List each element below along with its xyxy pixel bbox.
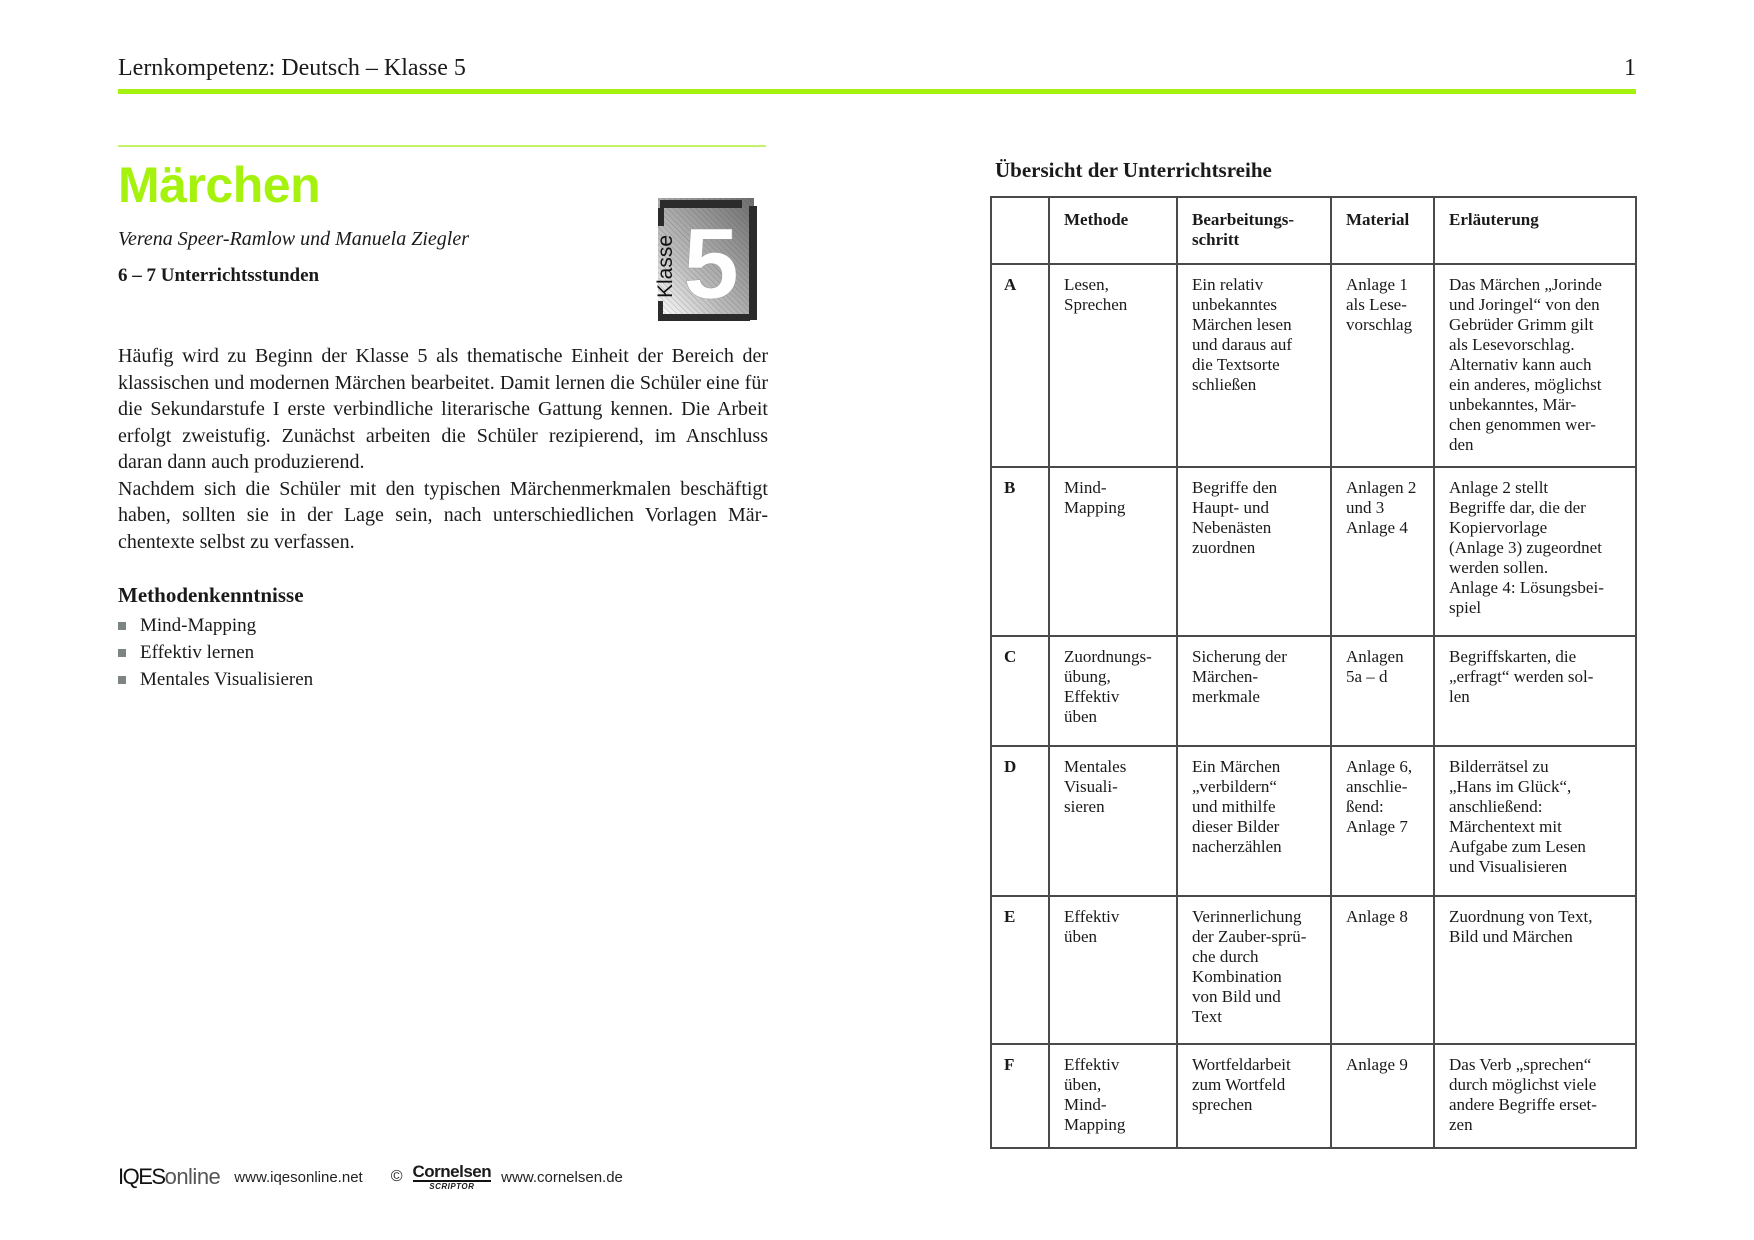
cornelsen-url-link[interactable]: www.cornelsen.de bbox=[501, 1168, 623, 1186]
cornelsen-logo-main: Cornelsen bbox=[412, 1162, 492, 1181]
overview-table bbox=[990, 196, 1637, 1149]
cell-text-line: len bbox=[1449, 687, 1470, 706]
cell-text-line: F bbox=[1004, 1055, 1015, 1074]
column-header-erlaeuterung bbox=[1434, 197, 1636, 264]
cell-text-line: Sprechen bbox=[1064, 295, 1128, 314]
cell-text-line: unbekanntes bbox=[1192, 295, 1277, 314]
running-header bbox=[118, 55, 1636, 82]
cell-text-line: Sicherung der bbox=[1192, 647, 1287, 666]
badge-label: Klasse bbox=[654, 234, 677, 298]
cornelsen-logo bbox=[413, 1163, 492, 1191]
cell-text-line: Anlage 6, bbox=[1346, 757, 1413, 776]
cell-text-line: Märchen- bbox=[1192, 667, 1259, 686]
cell-methode bbox=[1049, 1044, 1177, 1148]
lesson-count: 6 – 7 Unterrichtsstunden bbox=[118, 265, 320, 286]
cell-text-line: Märchen lesen bbox=[1192, 315, 1292, 334]
cell-erlaeuterung bbox=[1434, 467, 1636, 636]
cell-material bbox=[1331, 1044, 1434, 1148]
header-rule bbox=[118, 89, 1636, 94]
cell-material bbox=[1331, 264, 1434, 467]
cell-text-line: Haupt- und bbox=[1192, 498, 1269, 517]
cell-text-line: unbekanntes, Mär- bbox=[1449, 395, 1577, 414]
cell-text-line: Mapping bbox=[1064, 498, 1126, 517]
klasse-5-badge-icon bbox=[628, 186, 768, 326]
cell-text-line: Mapping bbox=[1064, 1115, 1126, 1134]
cell-text-line: Aufgabe zum Lesen bbox=[1449, 837, 1586, 856]
badge-number: 5 bbox=[683, 208, 739, 320]
cell-material bbox=[1331, 467, 1434, 636]
cell-text-line: Märchentext mit bbox=[1449, 817, 1562, 836]
cell-bearbeitungsschritt bbox=[1177, 746, 1331, 896]
cell-text-line: Bearbeitungs- bbox=[1192, 210, 1294, 229]
cell-text-line: Anlagen bbox=[1346, 647, 1404, 666]
cell-text-line: Material bbox=[1346, 210, 1410, 229]
cell-text-line: Mentales bbox=[1064, 757, 1127, 776]
iqes-logo-sub: online bbox=[164, 1164, 221, 1189]
cell-text-line: D bbox=[1004, 757, 1017, 776]
cell-text-line: (Anlage 3) zugeordnet bbox=[1449, 538, 1602, 557]
cell-text-line: Kombination bbox=[1192, 967, 1282, 986]
cell-text-line: Alternativ kann auch bbox=[1449, 355, 1592, 374]
cell-text-line: 5a – d bbox=[1346, 667, 1388, 686]
methods-heading: Methodenkenntnisse bbox=[118, 583, 304, 607]
cell-text-line: Mind- bbox=[1064, 478, 1107, 497]
cell-text-line: vorschlag bbox=[1346, 315, 1413, 334]
cornelsen-logo-sub: SCRIPTOR bbox=[429, 1182, 475, 1191]
cell-text-line: den bbox=[1449, 435, 1474, 454]
column-header bbox=[991, 197, 1049, 264]
cell-text-line: Anlage 1 bbox=[1346, 275, 1408, 294]
cell-erlaeuterung bbox=[1434, 896, 1636, 1044]
cell-text-line: zum Wortfeld bbox=[1192, 1075, 1286, 1094]
cell-text-line: chen genommen wer- bbox=[1449, 415, 1596, 434]
cell-text-line: nacherzählen bbox=[1192, 837, 1282, 856]
cell-text-line: Begriffe dar, die der bbox=[1449, 498, 1586, 517]
cell-methode bbox=[1049, 264, 1177, 467]
cell-bearbeitungsschritt bbox=[1177, 264, 1331, 467]
cell-text-line: Zuordnungs- bbox=[1064, 647, 1152, 666]
intro-paragraph: Häufig wird zu Beginn der Klasse 5 als thematische Einheit der Bereich der klassischen und modernen Märchen bearbeitet. Damit lernen die Schüler eine für die Sekundarstufe I erste verbindliche literarische Gattung kennen. Die Arbeit erfolgt zweistufig. Zunächst arbeiten die Schüler rezipierend, im Anschluss daran dann auch produzierend. bbox=[118, 345, 768, 473]
cell-erlaeuterung bbox=[1434, 1044, 1636, 1148]
cell-text-line: Anlagen 2 bbox=[1346, 478, 1417, 497]
cell-text-line: üben, bbox=[1064, 1075, 1102, 1094]
cell-text-line: werden sollen. bbox=[1449, 558, 1549, 577]
cell-text-line: sprechen bbox=[1192, 1095, 1253, 1114]
cell-text-line: Anlage 2 stellt bbox=[1449, 478, 1549, 497]
cell-text-line: üben bbox=[1064, 927, 1098, 946]
cell-text-line: die Textsorte bbox=[1192, 355, 1280, 374]
table-row bbox=[991, 636, 1636, 746]
cell-text-line: Erläuterung bbox=[1449, 210, 1539, 229]
cell-text-line: A bbox=[1004, 275, 1017, 294]
cell-text-line: sieren bbox=[1064, 797, 1105, 816]
cell-text-line: „erfragt“ werden sol- bbox=[1449, 667, 1594, 686]
cell-text-line: und daraus auf bbox=[1192, 335, 1293, 354]
cell-methode bbox=[1049, 467, 1177, 636]
cell-text-line: che durch bbox=[1192, 947, 1259, 966]
method-label: Mentales Visualisieren bbox=[140, 669, 314, 690]
row-letter bbox=[991, 467, 1049, 636]
cell-text-line: durch möglichst viele bbox=[1449, 1075, 1597, 1094]
cell-text-line: als Lese- bbox=[1346, 295, 1407, 314]
cell-text-line: Lesen, bbox=[1064, 275, 1109, 294]
square-bullet-icon bbox=[118, 676, 126, 684]
column-header-bearbeitungsschritt bbox=[1177, 197, 1331, 264]
running-title: Lernkompetenz: Deutsch – Klasse 5 bbox=[118, 55, 466, 81]
row-letter bbox=[991, 746, 1049, 896]
cell-material bbox=[1331, 636, 1434, 746]
cell-text-line: Begriffe den bbox=[1192, 478, 1278, 497]
cell-erlaeuterung bbox=[1434, 264, 1636, 467]
cell-text-line: als Lesevorschlag. bbox=[1449, 335, 1575, 354]
column-header-material bbox=[1331, 197, 1434, 264]
cell-text-line: Bild und Märchen bbox=[1449, 927, 1573, 946]
klasse-badge bbox=[628, 186, 768, 326]
cell-text-line: Das Märchen „Jorinde bbox=[1449, 275, 1602, 294]
cell-text-line: andere Begriffe erset- bbox=[1449, 1095, 1597, 1114]
cell-text-line: Effektiv bbox=[1064, 1055, 1120, 1074]
cell-text-line: anschlie- bbox=[1346, 777, 1408, 796]
cell-material bbox=[1331, 746, 1434, 896]
cell-text-line: ein anderes, möglichst bbox=[1449, 375, 1602, 394]
page-number: 1 bbox=[1624, 55, 1636, 81]
cell-methode bbox=[1049, 896, 1177, 1044]
cell-text-line: ßend: bbox=[1346, 797, 1384, 816]
cell-text-line: Text bbox=[1192, 1007, 1222, 1026]
square-bullet-icon bbox=[118, 649, 126, 657]
cell-text-line: und 3 bbox=[1346, 498, 1385, 517]
cell-methode bbox=[1049, 636, 1177, 746]
cell-text-line: schließen bbox=[1192, 375, 1257, 394]
row-letter bbox=[991, 1044, 1049, 1148]
cell-text-line: Anlage 7 bbox=[1346, 817, 1408, 836]
cell-text-line: Das Verb „sprechen“ bbox=[1449, 1055, 1592, 1074]
cell-text-line: Mind- bbox=[1064, 1095, 1107, 1114]
cell-text-line: C bbox=[1004, 647, 1017, 666]
cell-text-line: spiel bbox=[1449, 598, 1482, 617]
cell-text-line: Anlage 4 bbox=[1346, 518, 1408, 537]
iqes-url-link[interactable]: www.iqesonline.net bbox=[234, 1168, 363, 1186]
cell-text-line: Kopiervorlage bbox=[1449, 518, 1548, 537]
column-header-methode bbox=[1049, 197, 1177, 264]
cell-text-line: von Bild und bbox=[1192, 987, 1281, 1006]
methods-list-item bbox=[118, 612, 313, 639]
overview-title: Übersicht der Unterrichtsreihe bbox=[995, 158, 1272, 182]
page-title: Märchen bbox=[118, 157, 321, 213]
cell-text-line: „Hans im Glück“, bbox=[1449, 777, 1572, 796]
table-row bbox=[991, 1044, 1636, 1148]
cell-text-line: und Joringel“ von den bbox=[1449, 295, 1600, 314]
method-label: Mind-Mapping bbox=[140, 615, 257, 636]
cell-text-line: Visuali- bbox=[1064, 777, 1118, 796]
cell-text-line: und mithilfe bbox=[1192, 797, 1276, 816]
cell-text-line: Bilderrätsel zu bbox=[1449, 757, 1549, 776]
cell-text-line: Wortfeldarbeit bbox=[1192, 1055, 1291, 1074]
cell-text-line: Nebenästen bbox=[1192, 518, 1272, 537]
iqes-logo bbox=[118, 1164, 220, 1190]
iqes-logo-main: IQES bbox=[118, 1164, 165, 1189]
authors: Verena Speer-Ramlow und Manuela Ziegler bbox=[118, 228, 470, 250]
cell-text-line: Ein Märchen bbox=[1192, 757, 1281, 776]
cell-text-line: übung, bbox=[1064, 667, 1111, 686]
row-letter bbox=[991, 636, 1049, 746]
cell-text-line: Effektiv bbox=[1064, 687, 1120, 706]
cell-text-line: zen bbox=[1449, 1115, 1473, 1134]
intro-paragraph: Nachdem sich die Schüler mit den typischen Märchenmerkmalen beschäftigt haben, sollten sie in der Lage sein, nach unterschiedlichen Vorlagen Märchentexte selbst zu verfassen. bbox=[118, 477, 768, 553]
cell-text-line: üben bbox=[1064, 707, 1098, 726]
methods-list-item bbox=[118, 639, 313, 666]
cell-text-line: Verinnerlichung bbox=[1192, 907, 1302, 926]
footer bbox=[118, 1163, 623, 1191]
table-row bbox=[991, 746, 1636, 896]
cell-text-line: „verbildern“ bbox=[1192, 777, 1277, 796]
cell-bearbeitungsschritt bbox=[1177, 896, 1331, 1044]
cell-text-line: Effektiv bbox=[1064, 907, 1120, 926]
cell-bearbeitungsschritt bbox=[1177, 1044, 1331, 1148]
table-row bbox=[991, 467, 1636, 636]
cell-text-line: zuordnen bbox=[1192, 538, 1256, 557]
table-row bbox=[991, 896, 1636, 1044]
cell-bearbeitungsschritt bbox=[1177, 636, 1331, 746]
methods-list bbox=[118, 612, 313, 693]
cell-material bbox=[1331, 896, 1434, 1044]
cell-text-line: und Visualisieren bbox=[1449, 857, 1568, 876]
cell-text-line: der Zauber-sprü- bbox=[1192, 927, 1307, 946]
intro-text bbox=[118, 343, 768, 555]
cell-text-line: dieser Bilder bbox=[1192, 817, 1280, 836]
cell-bearbeitungsschritt bbox=[1177, 467, 1331, 636]
table-header-row bbox=[991, 197, 1636, 264]
row-letter bbox=[991, 264, 1049, 467]
cell-text-line: Ein relativ bbox=[1192, 275, 1264, 294]
cell-text-line: Methode bbox=[1064, 210, 1129, 229]
cell-text-line: merkmale bbox=[1192, 687, 1260, 706]
method-label: Effektiv lernen bbox=[140, 642, 255, 663]
cell-text-line: Anlage 8 bbox=[1346, 907, 1408, 926]
cell-text-line: Gebrüder Grimm gilt bbox=[1449, 315, 1594, 334]
cell-text-line: E bbox=[1004, 907, 1016, 926]
cell-text-line: Zuordnung von Text, bbox=[1449, 907, 1593, 926]
title-rule bbox=[118, 145, 766, 147]
cell-text-line: B bbox=[1004, 478, 1016, 497]
cell-erlaeuterung bbox=[1434, 746, 1636, 896]
cell-text-line: schritt bbox=[1192, 230, 1240, 249]
cell-methode bbox=[1049, 746, 1177, 896]
table-row bbox=[991, 264, 1636, 467]
row-letter bbox=[991, 896, 1049, 1044]
cell-text-line: Anlage 4: Lösungsbei- bbox=[1449, 578, 1604, 597]
square-bullet-icon bbox=[118, 622, 126, 630]
cell-text-line: anschließend: bbox=[1449, 797, 1543, 816]
cell-erlaeuterung bbox=[1434, 636, 1636, 746]
methods-list-item bbox=[118, 666, 313, 693]
cell-text-line: Begriffskarten, die bbox=[1449, 647, 1577, 666]
cell-text-line: Anlage 9 bbox=[1346, 1055, 1408, 1074]
copyright-symbol: © bbox=[390, 1168, 403, 1185]
